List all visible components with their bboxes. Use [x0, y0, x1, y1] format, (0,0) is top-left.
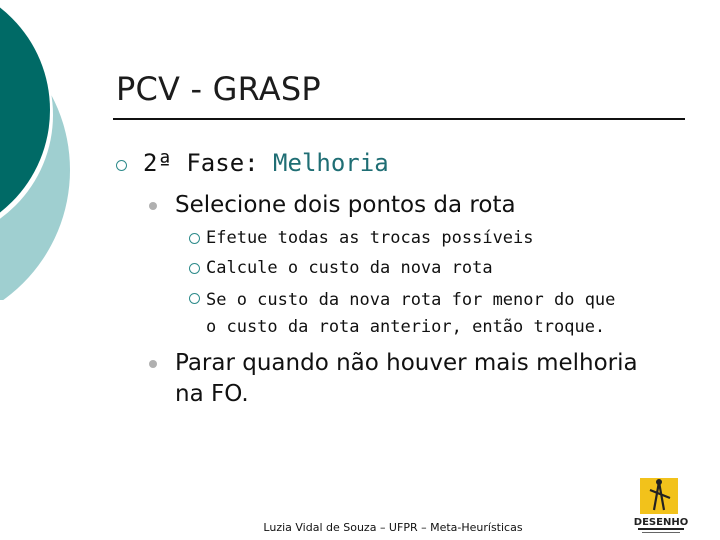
ring-bullet-icon [189, 233, 200, 244]
level1-heading [143, 149, 389, 177]
desenho-logo [632, 476, 690, 536]
level3-item: Efetue todas as trocas possíveis [206, 228, 534, 248]
level2-item: Parar quando não houver mais melhoria [175, 350, 638, 376]
slide-footer: Luzia Vidal de Souza – UFPR – Meta-Heurísticas [263, 521, 523, 534]
level3-item: Se o custo da nova rota for menor do que [206, 290, 616, 310]
ring-bullet-icon [189, 293, 200, 304]
level2-item: Selecione dois pontos da rota [175, 192, 516, 218]
ring-bullet-icon [116, 160, 127, 171]
level3-item-continuation: o custo da rota anterior, então troque. [206, 317, 606, 337]
dot-bullet-icon [149, 202, 157, 210]
dot-bullet-icon [149, 360, 157, 368]
level1-accent: Melhoria [273, 149, 389, 177]
slide-title: PCV - GRASP [116, 70, 321, 108]
title-underline [113, 118, 685, 120]
level1-prefix: 2ª Fase: [143, 149, 274, 177]
decorative-circles [0, 0, 110, 300]
level3-item: Calcule o custo da nova rota [206, 258, 493, 278]
logo-text: DESENHO [633, 517, 689, 528]
ring-bullet-icon [189, 263, 200, 274]
level2-item-continuation: na FO. [175, 381, 249, 407]
